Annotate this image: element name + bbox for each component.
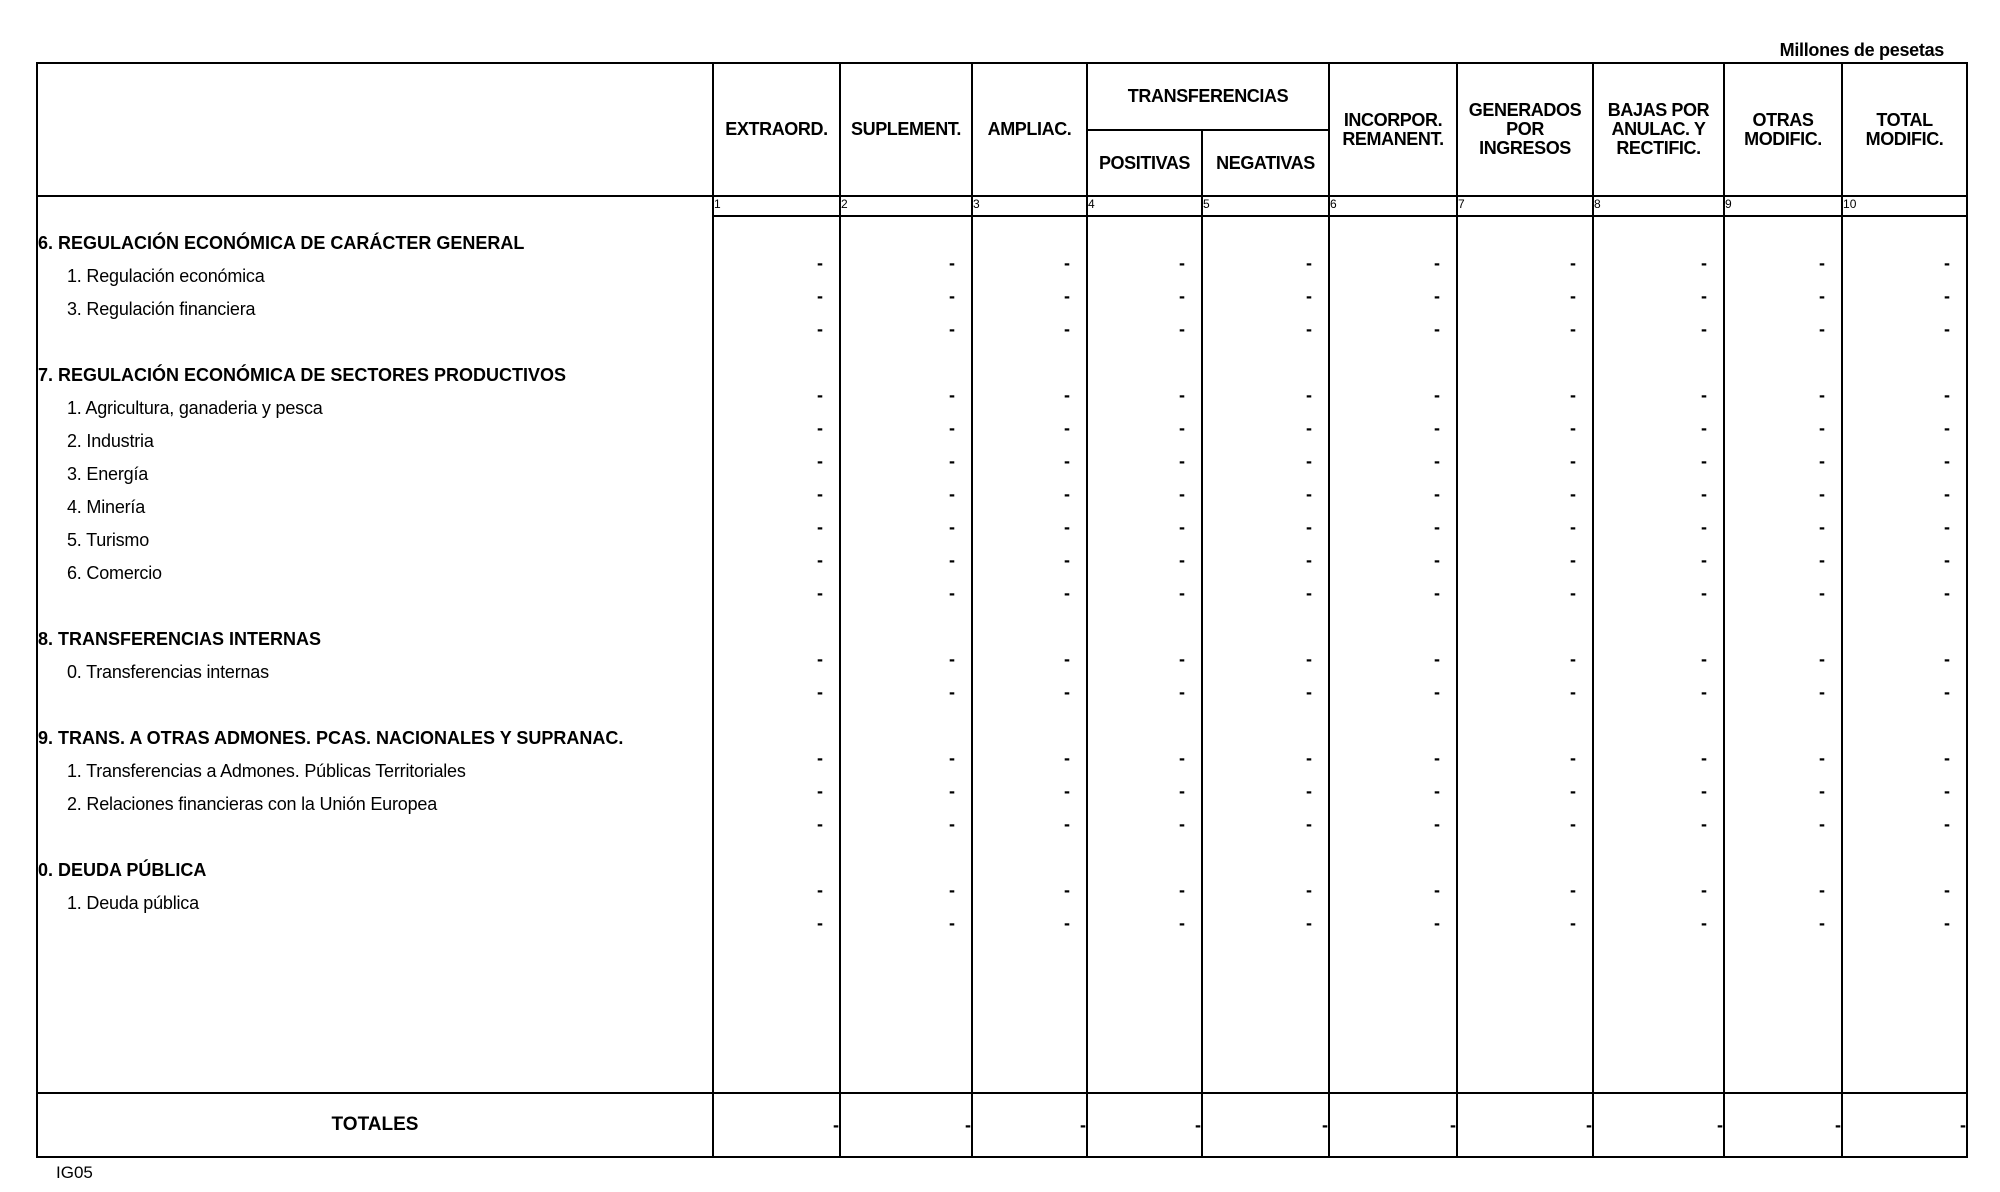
cell-value: - — [1819, 913, 1826, 933]
cell-value: - — [1064, 814, 1070, 834]
cell-value: - — [1434, 814, 1441, 834]
cell-value: - — [949, 319, 955, 339]
cell-value: - — [1179, 484, 1185, 504]
cell-value: - — [817, 583, 823, 603]
totals-value: - — [1202, 1093, 1329, 1157]
cell-value: - — [1434, 781, 1441, 801]
totals-value: - — [840, 1093, 972, 1157]
cell-value: - — [1944, 418, 1951, 438]
table-code: IG05 — [56, 1163, 93, 1182]
header-ampliac: AMPLIAC. — [972, 63, 1087, 196]
column-number: 4 — [1087, 196, 1202, 216]
sub-row-label: 4. Minería — [67, 497, 146, 517]
cell-value: - — [1434, 385, 1441, 405]
header-row-top — [37, 63, 1967, 130]
sub-row-label: 0. Transferencias internas — [67, 662, 269, 682]
cell-value: - — [949, 649, 955, 669]
cell-value: - — [1064, 682, 1070, 702]
cell-value: - — [817, 682, 823, 702]
totals-value: - — [1724, 1093, 1842, 1157]
cell-value: - — [1819, 319, 1826, 339]
cell-value: - — [1701, 913, 1708, 933]
cell-value: - — [1306, 913, 1313, 933]
cell-value: - — [1701, 418, 1708, 438]
totals-row — [37, 1093, 1967, 1157]
cell-value: - — [1306, 418, 1313, 438]
cell-value: - — [949, 253, 955, 273]
cell-value: - — [949, 517, 955, 537]
cell-value: - — [1064, 649, 1070, 669]
cell-value: - — [1701, 517, 1708, 537]
cell-value: - — [1701, 583, 1708, 603]
cell-value: - — [1570, 319, 1577, 339]
column-number: 9 — [1724, 196, 1842, 216]
cell-value: - — [1306, 682, 1313, 702]
cell-value: - — [1179, 550, 1185, 570]
column-number: 10 — [1842, 196, 1967, 216]
group-row-label: 7. REGULACIÓN ECONÓMICA DE SECTORES PRODUCTIVOS — [38, 365, 567, 385]
cell-value: - — [1944, 517, 1951, 537]
column-number: 7 — [1457, 196, 1593, 216]
cell-value: - — [949, 484, 955, 504]
cell-value: - — [1570, 649, 1577, 669]
cell-value: - — [817, 484, 823, 504]
cell-value: - — [1064, 748, 1070, 768]
cell-value: - — [1570, 913, 1577, 933]
cell-value: - — [1306, 385, 1313, 405]
cell-value: - — [1570, 682, 1577, 702]
cell-value: - — [1064, 319, 1070, 339]
cell-value: - — [1944, 682, 1951, 702]
sub-row-label: 3. Regulación financiera — [67, 299, 256, 319]
sub-row-label: 1. Deuda pública — [67, 893, 199, 913]
cell-value: - — [1819, 814, 1826, 834]
header-bajas-line1: BAJAS POR — [1607, 100, 1710, 120]
cell-value: - — [1944, 319, 1951, 339]
cell-value: - — [1944, 781, 1951, 801]
cell-value: - — [1306, 748, 1313, 768]
cell-value: - — [817, 748, 823, 768]
cell-value: - — [1064, 484, 1070, 504]
cell-value: - — [817, 913, 823, 933]
cell-value: - — [1434, 748, 1441, 768]
cell-value: - — [1064, 253, 1070, 273]
cell-value: - — [1434, 418, 1441, 438]
cell-value: - — [1570, 484, 1577, 504]
cell-value: - — [1701, 484, 1708, 504]
header-generados-line1: GENERADOS — [1468, 100, 1582, 120]
sub-row-label: 2. Industria — [67, 431, 154, 451]
cell-value: - — [1179, 913, 1185, 933]
column-number: 2 — [840, 196, 972, 216]
header-incorpor-line1: INCORPOR. — [1343, 109, 1443, 130]
cell-value: - — [1306, 451, 1313, 471]
sub-row-label: 5. Turismo — [67, 530, 150, 550]
values-column-bajas — [1593, 216, 1724, 1093]
cell-value: - — [1819, 649, 1826, 669]
cell-value: - — [949, 418, 955, 438]
header-total-line1: TOTAL — [1876, 109, 1933, 130]
totals-value: - — [713, 1093, 840, 1157]
sub-row-label: 1. Transferencias a Admones. Públicas Territoriales — [67, 761, 466, 781]
cell-value: - — [1819, 748, 1826, 768]
cell-value: - — [817, 814, 823, 834]
cell-value: - — [1819, 253, 1826, 273]
cell-value: - — [1819, 451, 1826, 471]
cell-value: - — [1064, 286, 1070, 306]
cell-value: - — [817, 418, 823, 438]
cell-value: - — [1944, 451, 1951, 471]
cell-value: - — [817, 319, 823, 339]
totals-label: TOTALES — [37, 1093, 713, 1157]
cell-value: - — [817, 781, 823, 801]
cell-value: - — [1064, 418, 1070, 438]
cell-value: - — [1944, 286, 1951, 306]
cell-value: - — [1179, 748, 1185, 768]
header-suplement: SUPLEMENT. — [840, 63, 972, 196]
header-incorpor-line2: REMANENT. — [1342, 128, 1444, 149]
cell-value: - — [1701, 319, 1708, 339]
sub-row-label: 6. Comercio — [67, 563, 162, 583]
row-labels-column — [37, 196, 713, 1093]
cell-value: - — [1306, 649, 1313, 669]
cell-value: - — [1434, 550, 1441, 570]
cell-value: - — [817, 253, 823, 273]
sub-row-label: 2. Relaciones financieras con la Unión Europea — [67, 794, 438, 814]
header-generados-line3: INGRESOS — [1479, 138, 1571, 158]
cell-value: - — [1064, 913, 1070, 933]
cell-value: - — [949, 385, 955, 405]
header-negativas: NEGATIVAS — [1202, 130, 1329, 196]
sub-row-label: 1. Regulación económica — [67, 266, 265, 286]
cell-value: - — [1064, 583, 1070, 603]
cell-value: - — [949, 880, 955, 900]
cell-value: - — [1306, 517, 1313, 537]
header-incorpor — [1329, 63, 1457, 196]
group-row-label: 9. TRANS. A OTRAS ADMONES. PCAS. NACIONALES Y SUPRANAC. — [38, 728, 624, 748]
cell-value: - — [1306, 484, 1313, 504]
header-blank-cell — [37, 63, 713, 196]
values-column-generados — [1457, 216, 1593, 1093]
cell-value: - — [1944, 748, 1951, 768]
cell-value: - — [1701, 880, 1708, 900]
cell-value: - — [1179, 385, 1185, 405]
cell-value: - — [1819, 583, 1826, 603]
cell-value: - — [1306, 253, 1313, 273]
cell-value: - — [1179, 583, 1185, 603]
cell-value: - — [1819, 682, 1826, 702]
cell-value: - — [949, 550, 955, 570]
header-generados — [1457, 63, 1593, 196]
cell-value: - — [817, 385, 823, 405]
cell-value: - — [1064, 451, 1070, 471]
cell-value: - — [1306, 880, 1313, 900]
group-row-label: 0. DEUDA PÚBLICA — [38, 860, 207, 880]
header-otras — [1724, 63, 1842, 196]
cell-value: - — [1306, 781, 1313, 801]
cell-value: - — [1179, 814, 1185, 834]
header-total-line2: MODIFIC. — [1865, 128, 1944, 149]
cell-value: - — [1944, 649, 1951, 669]
cell-value: - — [817, 550, 823, 570]
cell-value: - — [1306, 814, 1313, 834]
cell-value: - — [1944, 550, 1951, 570]
column-number: 6 — [1329, 196, 1457, 216]
cell-value: - — [1570, 253, 1577, 273]
column-number: 1 — [713, 196, 840, 216]
totals-value: - — [1593, 1093, 1724, 1157]
cell-value: - — [1064, 880, 1070, 900]
cell-value: - — [949, 814, 955, 834]
cell-value: - — [1306, 319, 1313, 339]
cell-value: - — [1701, 649, 1708, 669]
totals-value: - — [1087, 1093, 1202, 1157]
header-otras-line1: OTRAS — [1752, 109, 1814, 130]
cell-value: - — [1570, 517, 1577, 537]
values-column-negativas — [1202, 216, 1329, 1093]
cell-value: - — [1701, 286, 1708, 306]
column-number-row — [37, 196, 1967, 216]
cell-value: - — [1701, 814, 1708, 834]
cell-value: - — [1306, 550, 1313, 570]
cell-value: - — [949, 286, 955, 306]
cell-value: - — [1179, 781, 1185, 801]
cell-value: - — [1819, 385, 1826, 405]
cell-value: - — [1944, 385, 1951, 405]
cell-value: - — [1819, 550, 1826, 570]
cell-value: - — [1944, 814, 1951, 834]
cell-value: - — [1570, 451, 1577, 471]
cell-value: - — [1306, 286, 1313, 306]
cell-value: - — [1944, 253, 1951, 273]
cell-value: - — [1064, 781, 1070, 801]
cell-value: - — [1944, 583, 1951, 603]
cell-value: - — [1434, 649, 1441, 669]
header-positivas: POSITIVAS — [1087, 130, 1202, 196]
column-number: 5 — [1202, 196, 1329, 216]
cell-value: - — [1570, 385, 1577, 405]
header-transferencias: TRANSFERENCIAS — [1087, 63, 1329, 130]
cell-value: - — [1944, 913, 1951, 933]
cell-value: - — [1434, 880, 1441, 900]
values-column-positivas — [1087, 216, 1202, 1093]
column-number: 3 — [972, 196, 1087, 216]
header-bajas-line3: RECTIFIC. — [1616, 138, 1701, 158]
cell-value: - — [1570, 880, 1577, 900]
cell-value: - — [1944, 484, 1951, 504]
cell-value: - — [1179, 418, 1185, 438]
cell-value: - — [1701, 253, 1708, 273]
header-bajas — [1593, 63, 1724, 196]
cell-value: - — [817, 286, 823, 306]
cell-value: - — [1701, 682, 1708, 702]
cell-value: - — [817, 649, 823, 669]
cell-value: - — [817, 451, 823, 471]
cell-value: - — [1570, 781, 1577, 801]
cell-value: - — [949, 748, 955, 768]
totals-value: - — [1329, 1093, 1457, 1157]
column-number: 8 — [1593, 196, 1724, 216]
totals-value: - — [972, 1093, 1087, 1157]
cell-value: - — [1701, 550, 1708, 570]
values-column-total — [1842, 216, 1967, 1093]
totals-value: - — [1457, 1093, 1593, 1157]
cell-value: - — [949, 451, 955, 471]
cell-value: - — [1179, 517, 1185, 537]
cell-value: - — [1701, 385, 1708, 405]
values-column-extraord — [713, 216, 840, 1093]
cell-value: - — [817, 517, 823, 537]
values-column-suplement — [840, 216, 972, 1093]
cell-value: - — [1701, 781, 1708, 801]
units-label: Millones de pesetas — [1779, 40, 1944, 60]
cell-value: - — [1179, 880, 1185, 900]
cell-value: - — [1570, 583, 1577, 603]
cell-value: - — [1179, 451, 1185, 471]
cell-value: - — [1306, 583, 1313, 603]
cell-value: - — [1701, 451, 1708, 471]
cell-value: - — [949, 781, 955, 801]
cell-value: - — [1570, 418, 1577, 438]
cell-value: - — [1064, 517, 1070, 537]
cell-value: - — [1179, 319, 1185, 339]
header-bajas-line2: ANULAC. Y — [1611, 119, 1706, 139]
totals-value: - — [1842, 1093, 1967, 1157]
cell-value: - — [1434, 319, 1441, 339]
cell-value: - — [1179, 682, 1185, 702]
cell-value: - — [1570, 748, 1577, 768]
cell-value: - — [1434, 451, 1441, 471]
header-extraord: EXTRAORD. — [713, 63, 840, 196]
cell-value: - — [1570, 550, 1577, 570]
cell-value: - — [1819, 517, 1826, 537]
cell-value: - — [1179, 286, 1185, 306]
cell-value: - — [1179, 649, 1185, 669]
header-total — [1842, 63, 1967, 196]
group-row-label: 6. REGULACIÓN ECONÓMICA DE CARÁCTER GENERAL — [38, 233, 525, 253]
header-otras-line2: MODIFIC. — [1744, 128, 1822, 149]
cell-value: - — [1819, 880, 1826, 900]
cell-value: - — [949, 913, 955, 933]
budget-table — [36, 62, 1968, 1158]
cell-value: - — [1434, 913, 1441, 933]
header-generados-line2: POR — [1506, 119, 1544, 139]
cell-value: - — [1434, 583, 1441, 603]
cell-value: - — [1179, 253, 1185, 273]
cell-value: - — [1434, 253, 1441, 273]
cell-value: - — [1570, 814, 1577, 834]
cell-value: - — [1434, 286, 1441, 306]
sub-row-label: 1. Agricultura, ganaderia y pesca — [67, 398, 323, 418]
cell-value: - — [1434, 484, 1441, 504]
cell-value: - — [1434, 682, 1441, 702]
group-row-label: 8. TRANSFERENCIAS INTERNAS — [38, 629, 322, 649]
cell-value: - — [817, 880, 823, 900]
cell-value: - — [1064, 385, 1070, 405]
values-column-otras — [1724, 216, 1842, 1093]
cell-value: - — [1434, 517, 1441, 537]
cell-value: - — [1819, 484, 1826, 504]
cell-value: - — [949, 682, 955, 702]
cell-value: - — [1944, 880, 1951, 900]
values-column-ampliac — [972, 216, 1087, 1093]
cell-value: - — [949, 583, 955, 603]
cell-value: - — [1819, 781, 1826, 801]
sub-row-label: 3. Energía — [67, 464, 149, 484]
cell-value: - — [1819, 418, 1826, 438]
cell-value: - — [1064, 550, 1070, 570]
cell-value: - — [1819, 286, 1826, 306]
values-column-incorpor — [1329, 216, 1457, 1093]
cell-value: - — [1701, 748, 1708, 768]
cell-value: - — [1570, 286, 1577, 306]
